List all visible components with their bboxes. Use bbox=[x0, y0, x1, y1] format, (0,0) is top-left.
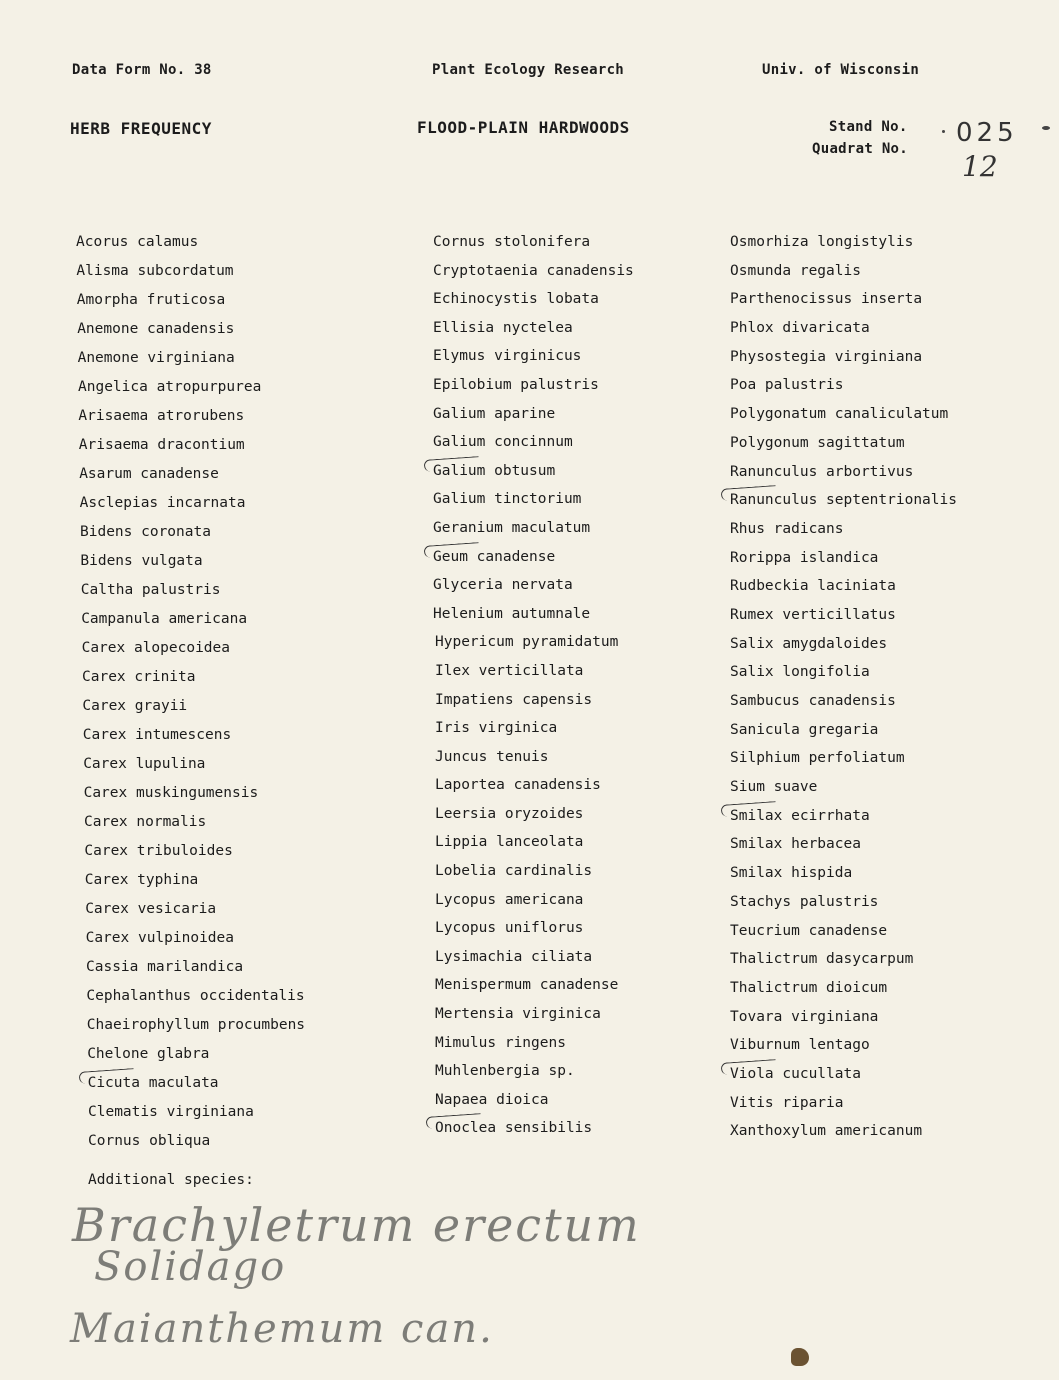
species-name: Carex lupulina bbox=[83, 756, 206, 772]
species-name: Carex alopecoidea bbox=[81, 640, 230, 656]
species-name: Lycopus americana bbox=[435, 891, 584, 908]
ink-dot bbox=[942, 130, 945, 133]
species-name: Glyceria nervata bbox=[433, 577, 573, 594]
species-item bbox=[435, 857, 634, 886]
species-name: Muhlenbergia sp. bbox=[435, 1063, 575, 1080]
species-name: Echinocystis lobata bbox=[433, 291, 599, 308]
species-name: Osmunda regalis bbox=[730, 262, 861, 279]
species-item bbox=[433, 228, 634, 257]
species-name: Stachys palustris bbox=[730, 893, 879, 910]
species-name: Anemone canadensis bbox=[77, 321, 235, 337]
species-name: Bidens coronata bbox=[80, 524, 211, 540]
species-item bbox=[86, 924, 305, 953]
species-name: Parthenocissus inserta bbox=[730, 291, 923, 308]
species-name: Rhus radicans bbox=[730, 520, 844, 537]
species-name: Galium tinctorium bbox=[433, 491, 582, 508]
species-item bbox=[433, 543, 634, 572]
species-item bbox=[85, 895, 305, 924]
species-item bbox=[81, 605, 305, 634]
species-item bbox=[84, 808, 305, 837]
species-item bbox=[435, 1086, 634, 1115]
quadrat-label: Quadrat No. bbox=[812, 141, 909, 157]
species-item bbox=[77, 315, 305, 344]
species-name: Laportea canadensis bbox=[435, 777, 601, 794]
species-item bbox=[435, 714, 634, 743]
quadrat-number-value: 12 bbox=[962, 150, 998, 183]
species-name: Salix amygdaloides bbox=[730, 635, 888, 652]
species-item bbox=[730, 630, 957, 659]
species-name: Arisaema atrorubens bbox=[78, 408, 245, 424]
species-name: Lippia lanceolata bbox=[435, 834, 584, 851]
species-name: Galium obtusum bbox=[433, 462, 556, 479]
species-name: Geum canadense bbox=[433, 548, 556, 565]
species-item bbox=[88, 1098, 305, 1127]
paper-stain bbox=[791, 1348, 809, 1366]
species-name: Tovara virginiana bbox=[730, 1008, 879, 1025]
species-item bbox=[730, 945, 957, 974]
species-name: Carex crinita bbox=[82, 669, 196, 685]
species-name: Polygonum sagittatum bbox=[730, 434, 905, 451]
species-item bbox=[433, 485, 634, 514]
species-item bbox=[78, 344, 305, 373]
species-name: Carex intumescens bbox=[82, 727, 232, 743]
species-name: Salix longifolia bbox=[730, 664, 870, 681]
species-item bbox=[730, 974, 957, 1003]
species-name: Phlox divaricata bbox=[730, 320, 870, 337]
species-item bbox=[433, 257, 634, 286]
species-name: Ranunculus septentrionalis bbox=[730, 492, 957, 509]
species-item bbox=[435, 743, 634, 772]
species-item bbox=[435, 771, 634, 800]
species-name: Acorus calamus bbox=[76, 234, 199, 250]
species-item bbox=[433, 400, 634, 429]
species-item bbox=[435, 828, 634, 857]
species-item bbox=[87, 1011, 305, 1040]
species-name: Onoclea sensibilis bbox=[435, 1120, 593, 1137]
species-name: Campanula americana bbox=[81, 611, 248, 627]
species-name: Amorpha fruticosa bbox=[76, 292, 226, 308]
species-name: Asclepias incarnata bbox=[79, 495, 246, 511]
species-item bbox=[435, 1114, 634, 1143]
species-item bbox=[433, 600, 634, 629]
species-item bbox=[433, 371, 634, 400]
species-item bbox=[80, 547, 305, 576]
community-title: FLOOD-PLAIN HARDWOODS bbox=[417, 118, 630, 137]
species-name: Carex muskingumensis bbox=[83, 785, 259, 801]
handwritten-species-3: Maianthemum can. bbox=[70, 1306, 494, 1352]
species-column-2 bbox=[433, 228, 634, 1143]
species-name: Carex normalis bbox=[84, 814, 207, 830]
species-item bbox=[433, 342, 634, 371]
species-item bbox=[433, 428, 634, 457]
species-item bbox=[76, 257, 305, 286]
additional-species-label: Additional species: bbox=[88, 1172, 254, 1188]
species-item bbox=[433, 571, 634, 600]
species-name: Arisaema dracontium bbox=[78, 437, 245, 453]
species-item bbox=[83, 721, 305, 750]
program-name: Plant Ecology Research bbox=[432, 62, 625, 78]
species-name: Cornus stolonifera bbox=[433, 234, 591, 250]
species-name: Elymus virginicus bbox=[433, 348, 582, 365]
species-name: Leersia oryzoides bbox=[435, 805, 584, 822]
species-name: Lycopus uniflorus bbox=[435, 920, 584, 937]
species-name: Chelone glabra bbox=[87, 1046, 210, 1062]
species-item bbox=[78, 402, 305, 431]
species-item bbox=[730, 486, 957, 515]
species-name: Rorippa islandica bbox=[730, 549, 879, 566]
species-name: Cephalanthus occidentalis bbox=[86, 988, 305, 1004]
species-name: Poa palustris bbox=[730, 377, 844, 394]
species-item bbox=[435, 886, 634, 915]
species-name: Rudbeckia laciniata bbox=[730, 578, 896, 595]
species-name: Smilax ecirrhata bbox=[730, 807, 870, 824]
species-name: Menispermum canadense bbox=[435, 977, 619, 994]
species-name: Silphium perfoliatum bbox=[730, 750, 905, 767]
species-item bbox=[79, 460, 305, 489]
species-name: Caltha palustris bbox=[80, 582, 221, 598]
species-name: Ellisia nyctelea bbox=[433, 319, 573, 336]
species-item bbox=[80, 489, 305, 518]
species-item bbox=[435, 628, 634, 657]
species-item bbox=[730, 572, 957, 601]
species-item bbox=[730, 802, 957, 831]
species-item bbox=[730, 601, 957, 630]
species-name: Smilax hispida bbox=[730, 865, 853, 882]
species-name: Lysimachia ciliata bbox=[435, 948, 593, 965]
species-item bbox=[435, 657, 634, 686]
species-item bbox=[87, 1040, 305, 1069]
species-name: Xanthoxylum americanum bbox=[730, 1123, 923, 1140]
species-name: Sium suave bbox=[730, 779, 818, 796]
species-name: Impatiens capensis bbox=[435, 691, 593, 708]
species-item bbox=[730, 1089, 957, 1118]
species-item bbox=[730, 744, 957, 773]
species-name: Sambucus canadensis bbox=[730, 693, 896, 709]
species-name: Bidens vulgata bbox=[80, 553, 203, 569]
species-name: Geranium maculatum bbox=[433, 519, 591, 536]
species-item bbox=[730, 285, 957, 314]
species-item bbox=[730, 314, 957, 343]
species-item bbox=[730, 830, 957, 859]
species-item bbox=[433, 285, 634, 314]
species-name: Anemone virginiana bbox=[77, 350, 235, 366]
species-item bbox=[86, 953, 305, 982]
species-name: Clematis virginiana bbox=[88, 1104, 254, 1120]
species-item bbox=[76, 228, 305, 257]
stand-number-value: 025 bbox=[956, 118, 1018, 148]
species-name: Lobelia cardinalis bbox=[435, 863, 593, 880]
species-item bbox=[82, 692, 305, 721]
species-name: Viburnum lentago bbox=[730, 1037, 870, 1054]
species-item bbox=[730, 544, 957, 573]
species-item bbox=[77, 286, 305, 315]
species-name: Physostegia virginiana bbox=[730, 348, 923, 365]
species-name: Teucrium canadense bbox=[730, 922, 888, 939]
handwritten-species-2: Solidago bbox=[94, 1244, 287, 1290]
species-name: Cryptotaenia canadensis bbox=[433, 262, 634, 279]
species-item bbox=[730, 859, 957, 888]
species-item bbox=[435, 971, 634, 1000]
species-item bbox=[88, 1069, 305, 1098]
species-item bbox=[730, 1003, 957, 1032]
species-item bbox=[730, 773, 957, 802]
species-item bbox=[730, 400, 957, 429]
species-name: Osmorhiza longistylis bbox=[730, 234, 914, 250]
species-item bbox=[435, 914, 634, 943]
species-name: Carex vesicaria bbox=[85, 901, 217, 917]
species-item bbox=[435, 1000, 634, 1029]
species-name: Alisma subcordatum bbox=[76, 263, 234, 279]
species-item bbox=[730, 343, 957, 372]
species-item bbox=[730, 888, 957, 917]
species-item bbox=[85, 866, 305, 895]
species-item bbox=[730, 716, 957, 745]
species-item bbox=[730, 458, 957, 487]
species-name: Viola cucullata bbox=[730, 1065, 861, 1082]
species-item bbox=[88, 1127, 305, 1156]
species-item bbox=[433, 314, 634, 343]
species-item bbox=[82, 663, 305, 692]
species-column-1 bbox=[76, 228, 305, 1156]
species-name: Vitis riparia bbox=[730, 1094, 844, 1111]
species-item bbox=[81, 576, 305, 605]
species-item bbox=[79, 431, 305, 460]
species-item bbox=[433, 514, 634, 543]
species-name: Ranunculus arbortivus bbox=[730, 463, 914, 480]
species-item bbox=[84, 837, 305, 866]
species-item bbox=[433, 457, 634, 486]
species-name: Carex typhina bbox=[84, 872, 199, 888]
species-item bbox=[730, 371, 957, 400]
species-name: Cassia marilandica bbox=[86, 959, 244, 975]
stand-label: Stand No. bbox=[829, 119, 908, 135]
species-name: Napaea dioica bbox=[435, 1091, 549, 1108]
species-name: Helenium autumnale bbox=[433, 605, 591, 622]
species-item bbox=[730, 1031, 957, 1060]
species-item bbox=[730, 1060, 957, 1089]
species-item bbox=[82, 634, 305, 663]
species-name: Hypericum pyramidatum bbox=[435, 634, 619, 651]
species-name: Thalictrum dasycarpum bbox=[730, 951, 914, 968]
species-item bbox=[730, 917, 957, 946]
species-name: Mimulus ringens bbox=[435, 1034, 566, 1051]
species-name: Juncus tenuis bbox=[435, 748, 549, 765]
species-item bbox=[730, 228, 957, 257]
species-name: Galium concinnum bbox=[433, 434, 573, 451]
species-item bbox=[84, 779, 305, 808]
species-name: Carex vulpinoidea bbox=[85, 930, 234, 946]
species-name: Smilax herbacea bbox=[730, 836, 861, 853]
species-item bbox=[730, 658, 957, 687]
species-item bbox=[435, 943, 634, 972]
species-name: Chaeirophyllum procumbens bbox=[86, 1017, 306, 1033]
species-item bbox=[435, 1029, 634, 1058]
species-name: Asarum canadense bbox=[79, 466, 219, 482]
species-item bbox=[730, 515, 957, 544]
species-name: Polygonatum canaliculatum bbox=[730, 406, 949, 423]
species-name: Carex tribuloides bbox=[84, 843, 233, 859]
institution-name: Univ. of Wisconsin bbox=[762, 62, 920, 78]
species-name: Galium aparine bbox=[433, 405, 556, 422]
species-item bbox=[435, 686, 634, 715]
species-name: Sanicula gregaria bbox=[730, 721, 879, 738]
species-item bbox=[83, 750, 305, 779]
handwritten-species-1: Brachyletrum erectum bbox=[72, 1198, 641, 1252]
species-item bbox=[435, 800, 634, 829]
species-name: Epilobium palustris bbox=[433, 376, 599, 393]
species-item bbox=[730, 1117, 957, 1146]
species-column-3 bbox=[730, 228, 957, 1146]
species-name: Cornus obliqua bbox=[88, 1133, 211, 1149]
form-title: HERB FREQUENCY bbox=[70, 119, 212, 138]
species-name: Rumex verticillatus bbox=[730, 606, 896, 623]
species-name: Ilex verticillata bbox=[435, 662, 584, 679]
species-name: Thalictrum dioicum bbox=[730, 979, 888, 996]
species-name: Carex grayii bbox=[82, 698, 188, 714]
ink-mark bbox=[1042, 126, 1050, 130]
species-item bbox=[78, 373, 305, 402]
species-item bbox=[730, 257, 957, 286]
species-item bbox=[80, 518, 305, 547]
species-name: Iris virginica bbox=[435, 720, 558, 737]
species-item bbox=[86, 982, 305, 1011]
species-item bbox=[435, 1057, 634, 1086]
species-name: Angelica atropurpurea bbox=[78, 379, 262, 395]
form-number: Data Form No. 38 bbox=[72, 62, 212, 78]
species-name: Cicuta maculata bbox=[87, 1075, 219, 1091]
species-item bbox=[730, 687, 957, 716]
species-item bbox=[730, 429, 957, 458]
species-name: Mertensia virginica bbox=[435, 1006, 601, 1023]
